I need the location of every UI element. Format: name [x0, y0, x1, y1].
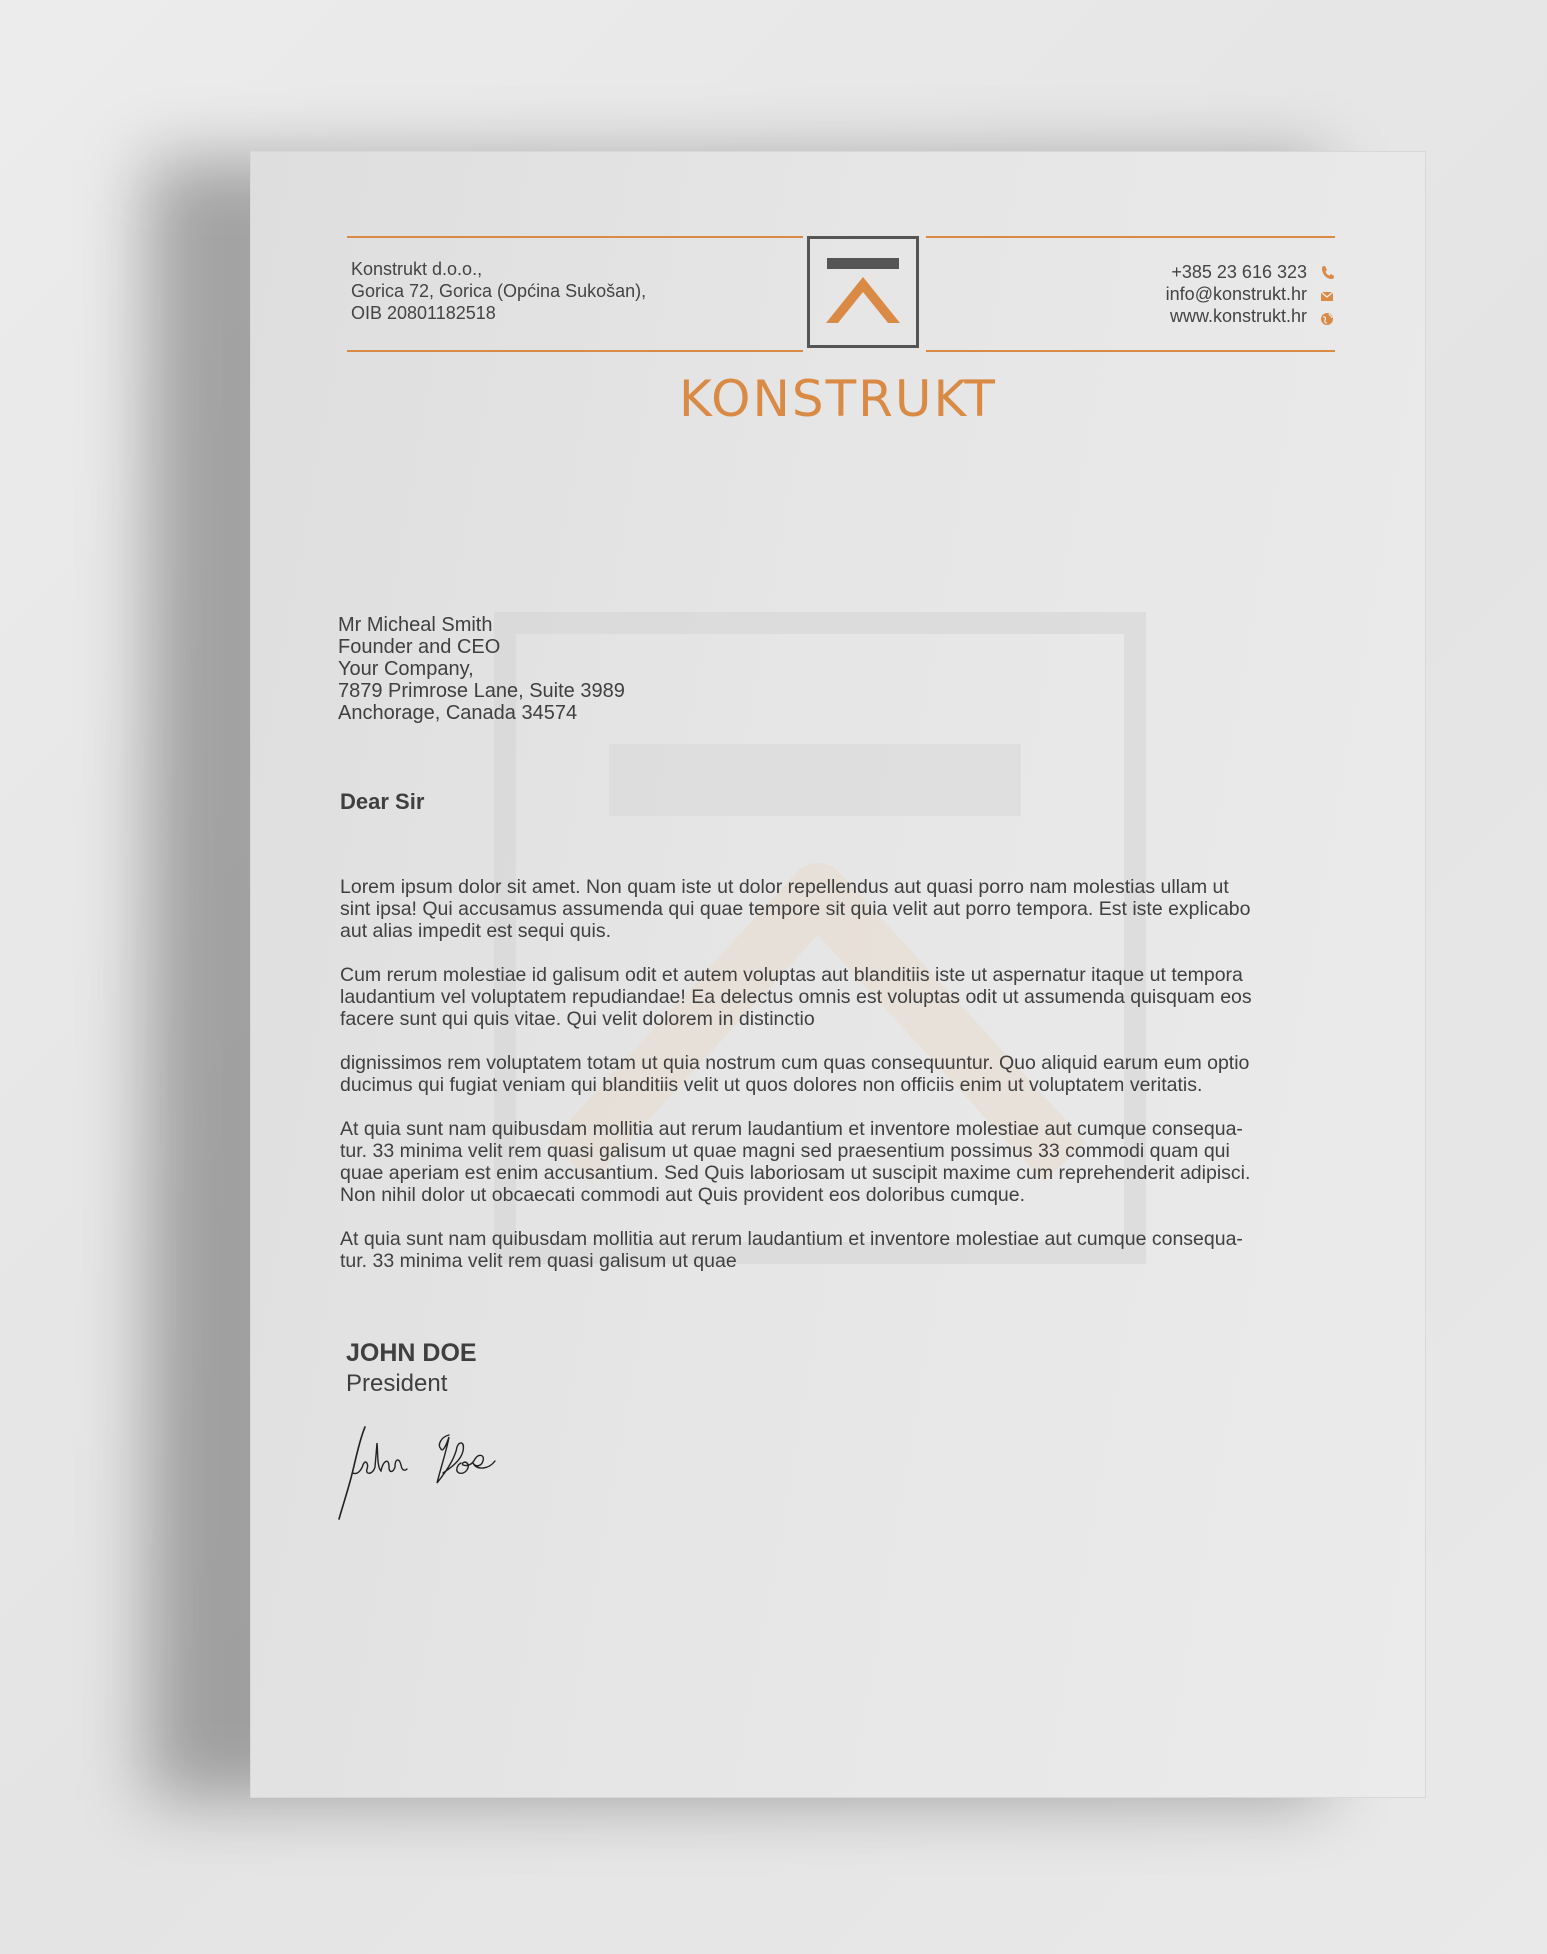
company-wordmark: [251, 370, 1425, 431]
header-rule-bottom-left: [347, 350, 803, 352]
body-paragraph: [340, 964, 1340, 1030]
body-paragraph: [340, 876, 1340, 942]
handwritten-signature: [337, 1423, 537, 1523]
contact-icons: [1319, 263, 1335, 329]
signer-name: JOHN DOE: [346, 1339, 477, 1367]
letterhead-sheet: [250, 151, 1426, 1798]
body-line: At quia sunt nam quibusdam mollitia aut rerum laudantium et inventore molestiae aut cumque consequa-: [340, 1118, 1243, 1140]
body-line: ducimus qui fugiat veniam qui blanditiis velit ut quos dolores non officiis enim ut voluptatem veritatis.: [340, 1074, 1203, 1096]
body-line: tur. 33 minima velit rem quasi galisum ut quae: [340, 1250, 737, 1272]
body-paragraph: [340, 1228, 1340, 1272]
body-line: At quia sunt nam quibusdam mollitia aut rerum laudantium et inventore molestiae aut cumque consequa-: [340, 1228, 1243, 1250]
konstrukt-wordmark: [638, 370, 1038, 426]
salutation: Dear Sir: [340, 789, 425, 814]
contact-block: [1166, 261, 1307, 327]
contact-website: www.konstrukt.hr: [1169, 306, 1307, 326]
header-rule-top-left: [347, 236, 803, 238]
recipient-line: Founder and CEO: [338, 636, 501, 658]
body-paragraph: [340, 1118, 1340, 1206]
body-line: aut alias impedit est sequi quis.: [340, 920, 611, 942]
company-oib-line: OIB 20801182518: [351, 303, 496, 323]
envelope-icon: [1319, 285, 1335, 307]
phone-icon: [1319, 263, 1335, 285]
body-line: quae aperiam est enim accusantium. Sed Quis laboriosam ut suscipit maxime cum reprehenderit adipisci.: [340, 1162, 1251, 1184]
body-line: sint ipsa! Qui accusamus assumenda qui quae tempore sit quia velit aut porro tempora. Est iste explicabo: [340, 898, 1251, 920]
body-line: laudantium vel voluptatem repudiandae! Ea delectus omnis est voluptas odit ut assumenda quisquam eos: [340, 986, 1252, 1008]
header-rule-top-right: [926, 236, 1335, 238]
company-address: [351, 258, 646, 324]
recipient-line: 7879 Primrose Lane, Suite 3989: [338, 680, 625, 702]
signer-title: President: [346, 1370, 448, 1397]
recipient-line: Anchorage, Canada 34574: [338, 702, 578, 724]
body-paragraph: [340, 1052, 1340, 1096]
recipient-address: [338, 614, 625, 724]
body-line: Non nihil dolor ut obcaecati commodi aut Quis provident eos doloribus cumque.: [340, 1184, 1026, 1206]
contact-phone: +385 23 616 323: [1171, 262, 1307, 282]
company-address-line: Gorica 72, Gorica (Općina Sukošan),: [351, 281, 647, 301]
globe-icon: [1319, 307, 1335, 329]
body-line: Lorem ipsum dolor sit amet. Non quam iste ut dolor repellendus aut quasi porro nam molestias ullam ut: [340, 876, 1229, 898]
contact-email: info@konstrukt.hr: [1165, 284, 1307, 304]
body-line: tur. 33 minima velit rem quasi galisum ut quae magni sed praesentium possimus 33 commodi quam qui: [340, 1140, 1230, 1162]
company-logo: [807, 236, 919, 348]
body-line: facere sunt qui quis vitae. Qui velit dolorem in distinctio: [340, 1008, 815, 1030]
logo-roof-icon: [810, 239, 916, 345]
letter-body: [340, 876, 1340, 1294]
company-name-line: Konstrukt d.o.o.,: [351, 259, 483, 279]
recipient-line: Mr Micheal Smith: [338, 614, 493, 636]
body-line: Cum rerum molestiae id galisum odit et autem voluptas aut blanditiis iste ut aspernatur itaque ut tempora: [340, 964, 1243, 986]
header-rule-bottom-right: [926, 350, 1335, 352]
svg-text:KONSTRUKT: KONSTRUKT: [679, 370, 997, 426]
body-line: dignissimos rem voluptatem totam ut quia nostrum cum quas consequuntur. Quo aliquid earum eum optio: [340, 1052, 1250, 1074]
recipient-line: Your Company,: [338, 658, 474, 680]
